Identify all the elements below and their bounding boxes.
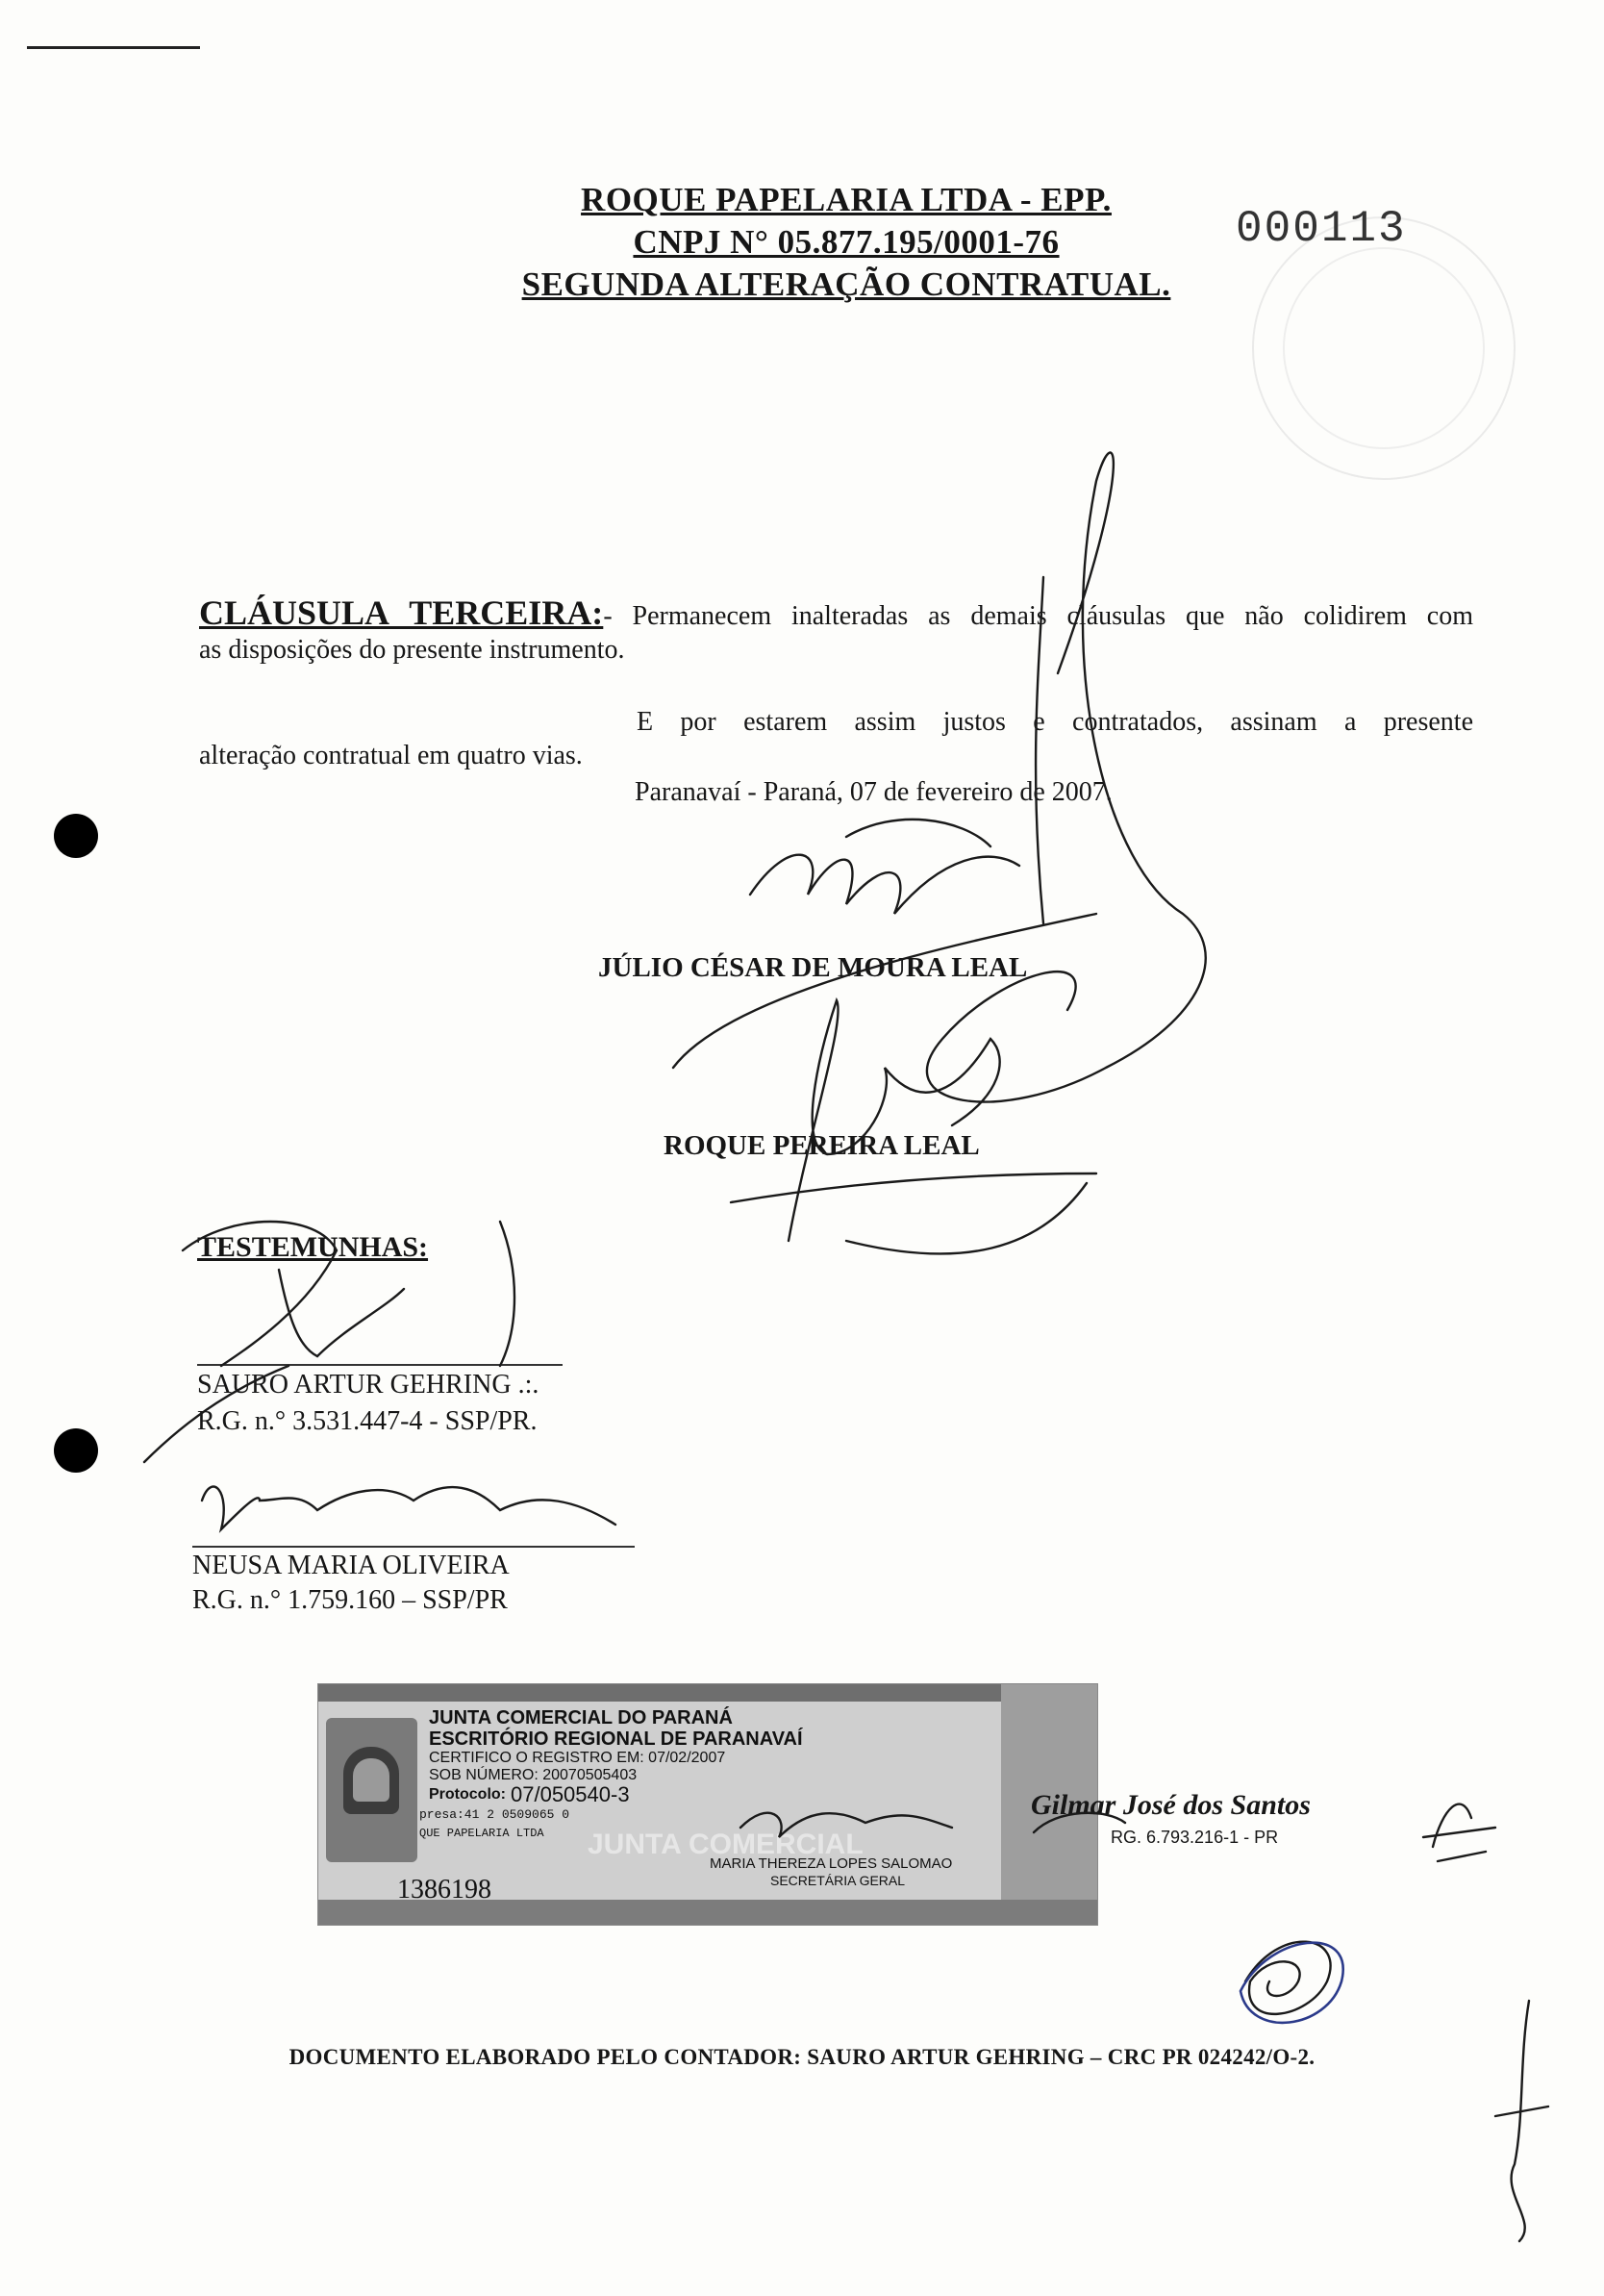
document-footer: DOCUMENTO ELABORADO PELO CONTADOR: SAURO ARTUR GEHRING – CRC PR 024242/O-2. bbox=[288, 2045, 1316, 2069]
witness-2-name: NEUSA MARIA OLIVEIRA bbox=[192, 1551, 510, 1580]
clause-heading: CLÁUSULA TERCEIRA: bbox=[199, 593, 604, 632]
stamp-line-b: QUE PAPELARIA LTDA bbox=[419, 1827, 544, 1840]
company-name: ROQUE PAPELARIA LTDA - EPP. bbox=[581, 181, 1112, 218]
initials-margin-2 bbox=[1245, 1942, 1331, 2014]
witness-2-rg: R.G. n.° 1.759.160 – SSP/PR bbox=[192, 1585, 508, 1615]
stamp-protocol: 07/050540-3 bbox=[511, 1782, 630, 1806]
company-cnpj: CNPJ N° 05.877.195/0001-76 bbox=[633, 223, 1060, 261]
binder-hole-bottom bbox=[54, 1428, 98, 1473]
stamp-secretary-title: SECRETÁRIA GERAL bbox=[770, 1873, 906, 1888]
stamp-certificate: CERTIFICO O REGISTRO EM: 07/02/2007 bbox=[429, 1750, 726, 1766]
authenticator-rg: RG. 6.793.216-1 - PR bbox=[1111, 1828, 1279, 1847]
stamp-org: JUNTA COMERCIAL DO PARANÁ bbox=[429, 1707, 733, 1728]
binder-hole-top bbox=[54, 814, 98, 858]
stamp-serial: 1386198 bbox=[397, 1875, 491, 1905]
clause-text-2: as disposições do presente instrumento. bbox=[199, 635, 625, 665]
witness-1-rg: R.G. n.° 3.531.447-4 - SSP/PR. bbox=[197, 1406, 538, 1436]
page-number: 000113 bbox=[1236, 204, 1407, 254]
signature-neusa bbox=[202, 1487, 615, 1529]
registry-stamp bbox=[317, 1683, 1098, 1926]
authenticator-name: Gilmar José dos Santos bbox=[1031, 1789, 1311, 1821]
clause-text-1: - Permanecem inalteradas as demais cláusulas que não colidirem com bbox=[603, 601, 1473, 631]
witnesses-heading: TESTEMUNHAS: bbox=[197, 1231, 429, 1263]
stamp-line-a: presa:41 2 0509065 0 bbox=[419, 1807, 570, 1822]
parana-crest-icon bbox=[326, 1718, 417, 1862]
notary-seal bbox=[1252, 216, 1516, 480]
stamp-protocol-label: Protocolo: bbox=[429, 1786, 506, 1803]
place-date: Paranavaí - Paraná, 07 de fevereiro de 2007. bbox=[635, 777, 1113, 807]
top-rule bbox=[27, 46, 200, 49]
signature-julio-name bbox=[750, 855, 1019, 914]
document-subject: SEGUNDA ALTERAÇÃO CONTRATUAL. bbox=[521, 265, 1171, 303]
stamp-watermark: JUNTA COMERCIAL bbox=[588, 1829, 864, 1860]
signatory-name-2: ROQUE PEREIRA LEAL bbox=[664, 1130, 980, 1161]
stamp-number: SOB NÚMERO: 20070505403 bbox=[429, 1767, 638, 1783]
initials-margin-3 bbox=[1495, 2001, 1548, 2241]
signatory-name-1: JÚLIO CÉSAR DE MOURA LEAL bbox=[598, 952, 1028, 983]
signature-roque bbox=[789, 1000, 1000, 1241]
stamp-office: ESCRITÓRIO REGIONAL DE PARANAVAÍ bbox=[429, 1728, 803, 1750]
witness-1-name: SAURO ARTUR GEHRING .:. bbox=[197, 1370, 539, 1400]
closing-line-2: alteração contratual em quatro vias. bbox=[199, 741, 583, 770]
witness-1-signature-line bbox=[197, 1364, 563, 1366]
closing-line-1: E por estarem assim justos e contratados, assinam a presente bbox=[637, 707, 1473, 737]
initials-margin-1 bbox=[1423, 1804, 1495, 1861]
clause-line-1 bbox=[199, 593, 1473, 637]
witness-2-signature-line bbox=[192, 1546, 635, 1548]
stamp-secretary-name: MARIA THEREZA LOPES SALOMAO bbox=[710, 1855, 953, 1872]
